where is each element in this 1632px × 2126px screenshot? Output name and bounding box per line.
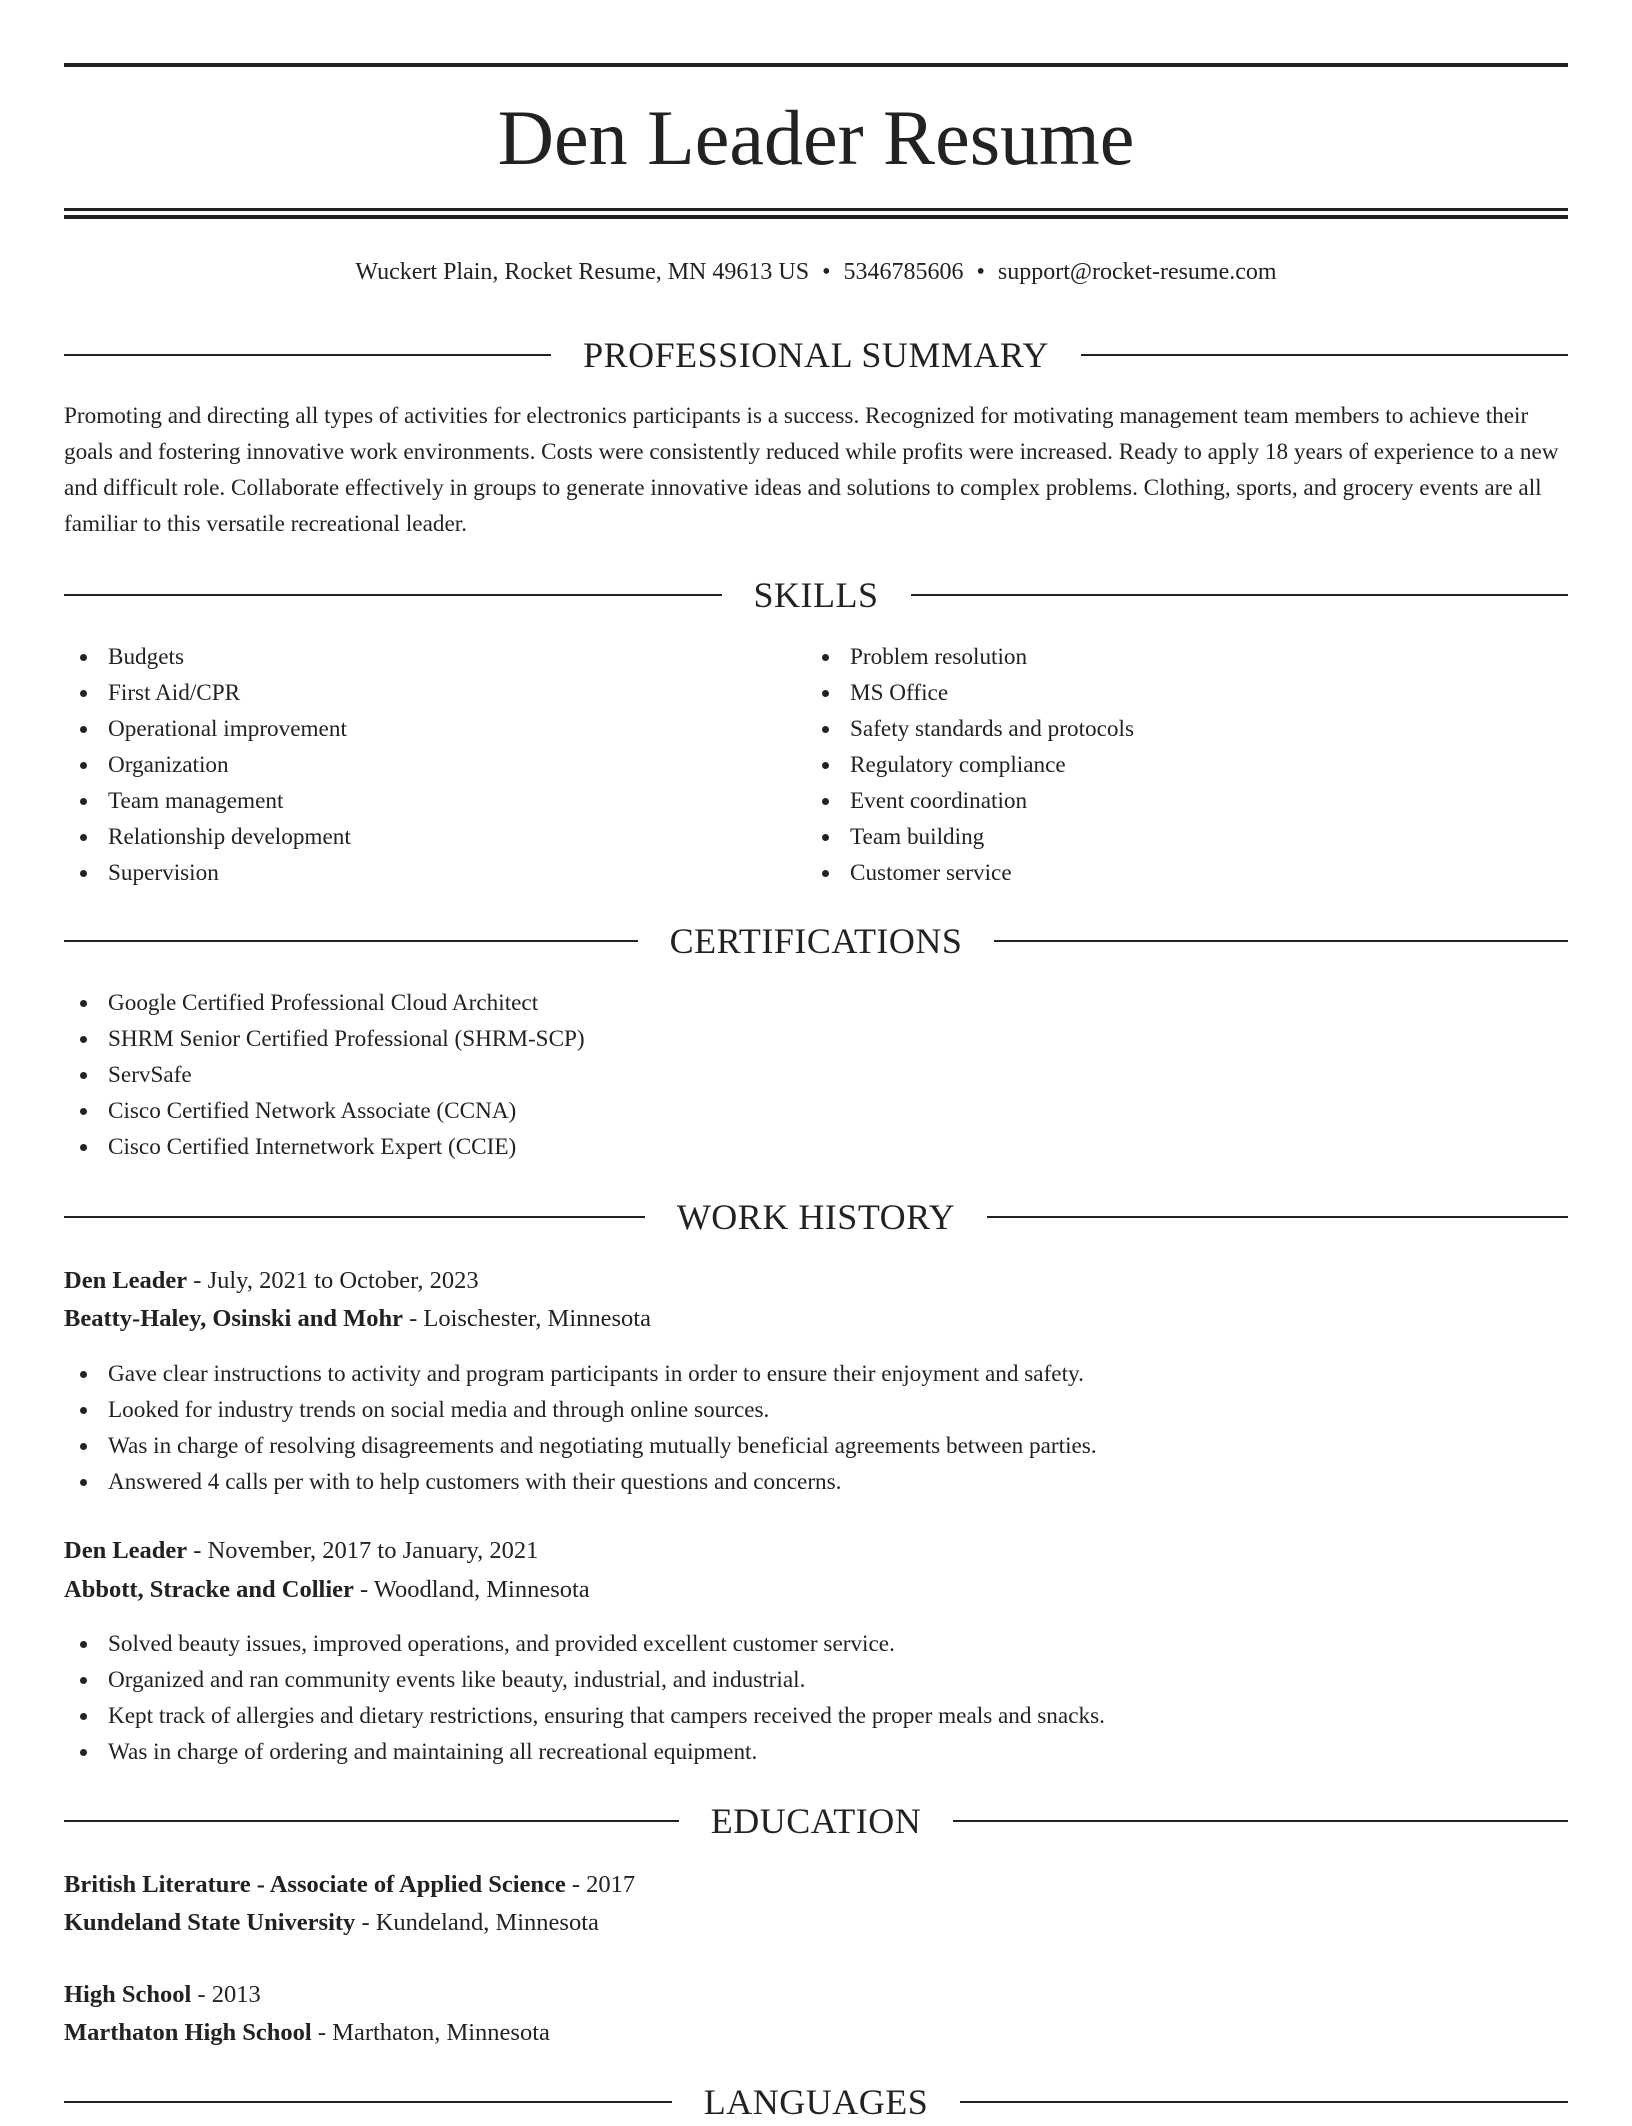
education-degree-line xyxy=(64,1976,261,2014)
skill-item: Team management xyxy=(64,783,804,819)
heading-rule xyxy=(64,1216,645,1218)
certification-item: Cisco Certified Internetwork Expert (CCIE) xyxy=(64,1129,1464,1165)
section-title: EDUCATION xyxy=(710,1801,922,1841)
skill-item: First Aid/CPR xyxy=(64,675,804,711)
heading-rule xyxy=(1081,354,1568,356)
skill-item: Relationship development xyxy=(64,819,804,855)
job-title-line xyxy=(64,1532,538,1570)
education-degree-line xyxy=(64,1866,635,1904)
heading-rule xyxy=(911,594,1569,596)
summary-text: Promoting and directing all types of activities for electronics participants is a success. Recognized for motivating management team members to achieve their goals and fostering innovative work environments. Costs were consistently reduced while profits were increased. Ready to apply 18 years of experience to a new and difficult role. Collaborate effectively in groups to generate innovative ideas and solutions to complex problems. Clothing, sports, and grocery events are all familiar to this versatile recreational leader. xyxy=(64,403,1559,537)
header-double-rule-upper xyxy=(64,208,1568,211)
section-heading-languages xyxy=(64,2078,1568,2126)
job-company: Beatty-Haley, Osinski and Mohr xyxy=(64,1305,403,1332)
job-duty-item: Looked for industry trends on social media and through online sources. xyxy=(64,1392,1544,1428)
heading-rule xyxy=(994,940,1568,942)
education-degree: High School xyxy=(64,1981,192,2008)
job-dates: - November, 2017 to January, 2021 xyxy=(187,1537,539,1564)
resume-title: Den Leader Resume xyxy=(497,94,1135,181)
contact-email: support@rocket-resume.com xyxy=(997,259,1277,285)
job-location: - Loischester, Minnesota xyxy=(402,1305,651,1332)
job-company: Abbott, Stracke and Collier xyxy=(64,1576,354,1603)
job-duty-item: Was in charge of ordering and maintaining all recreational equipment. xyxy=(64,1734,1544,1770)
skills-list-right xyxy=(806,639,1546,891)
certifications-list xyxy=(64,985,1464,1165)
skills-list-left xyxy=(64,639,804,891)
job-role: Den Leader xyxy=(64,1537,188,1564)
heading-rule xyxy=(64,940,638,942)
job-duty-item: Answered 4 calls per with to help customers with their questions and concerns. xyxy=(64,1464,1544,1500)
education-school-line xyxy=(64,2014,550,2052)
job-title-line xyxy=(64,1262,479,1300)
section-title: SKILLS xyxy=(753,575,879,615)
section-heading-education xyxy=(64,1797,1568,1845)
section-heading-summary xyxy=(64,331,1568,379)
education-year: - 2013 xyxy=(191,1981,261,2008)
contact-separator: • xyxy=(976,259,985,285)
heading-rule xyxy=(64,1820,679,1822)
contact-phone: 5346785606 xyxy=(843,259,964,285)
section-title: LANGUAGES xyxy=(703,2082,929,2122)
job-dates: - July, 2021 to October, 2023 xyxy=(187,1267,479,1294)
section-heading-skills xyxy=(64,571,1568,619)
heading-rule xyxy=(960,2101,1568,2103)
skill-item: Team building xyxy=(806,819,1546,855)
job-duty-item: Gave clear instructions to activity and program participants in order to ensure their enjoyment and safety. xyxy=(64,1356,1544,1392)
job-duty-item: Kept track of allergies and dietary restrictions, ensuring that campers received the proper meals and snacks. xyxy=(64,1698,1544,1734)
section-title: CERTIFICATIONS xyxy=(669,921,963,961)
job-duty-item: Solved beauty issues, improved operations, and provided excellent customer service. xyxy=(64,1626,1544,1662)
skill-item: Safety standards and protocols xyxy=(806,711,1546,747)
education-year: - 2017 xyxy=(565,1871,636,1898)
job-duties-list xyxy=(64,1356,1544,1500)
education-school: Kundeland State University xyxy=(64,1909,356,1936)
certification-item: ServSafe xyxy=(64,1057,1464,1093)
header-double-rule-lower xyxy=(64,215,1568,219)
job-company-line xyxy=(64,1571,590,1609)
section-title: WORK HISTORY xyxy=(676,1197,956,1237)
education-location: - Marthaton, Minnesota xyxy=(311,2019,550,2046)
skill-item: MS Office xyxy=(806,675,1546,711)
education-school-line xyxy=(64,1904,599,1942)
contact-address: Wuckert Plain, Rocket Resume, MN 49613 US xyxy=(355,259,810,285)
skill-item: Supervision xyxy=(64,855,804,891)
section-heading-certifications xyxy=(64,917,1568,965)
skill-item: Regulatory compliance xyxy=(806,747,1546,783)
heading-rule xyxy=(64,2101,672,2103)
skill-item: Problem resolution xyxy=(806,639,1546,675)
education-school: Marthaton High School xyxy=(64,2019,312,2046)
skill-item: Customer service xyxy=(806,855,1546,891)
certification-item: Cisco Certified Network Associate (CCNA) xyxy=(64,1093,1464,1129)
job-duty-item: Was in charge of resolving disagreements and negotiating mutually beneficial agreements between parties. xyxy=(64,1428,1544,1464)
heading-rule xyxy=(987,1216,1568,1218)
skill-item: Operational improvement xyxy=(64,711,804,747)
header-top-rule xyxy=(64,63,1568,67)
contact-line xyxy=(64,252,1568,292)
education-location: - Kundeland, Minnesota xyxy=(355,1909,599,1936)
contact-separator: • xyxy=(822,259,831,285)
certification-item: Google Certified Professional Cloud Architect xyxy=(64,985,1464,1021)
heading-rule xyxy=(64,354,551,356)
certification-item: SHRM Senior Certified Professional (SHRM-SCP) xyxy=(64,1021,1464,1057)
job-company-line xyxy=(64,1300,651,1338)
skill-item: Organization xyxy=(64,747,804,783)
section-title: PROFESSIONAL SUMMARY xyxy=(583,335,1049,375)
education-degree: British Literature - Associate of Applied Science xyxy=(64,1871,566,1898)
heading-rule xyxy=(64,594,722,596)
job-location: - Woodland, Minnesota xyxy=(353,1576,590,1603)
job-duties-list xyxy=(64,1626,1544,1770)
skill-item: Event coordination xyxy=(806,783,1546,819)
section-heading-work-history xyxy=(64,1193,1568,1241)
skill-item: Budgets xyxy=(64,639,804,675)
heading-rule xyxy=(953,1820,1568,1822)
job-duty-item: Organized and ran community events like beauty, industrial, and industrial. xyxy=(64,1662,1544,1698)
job-role: Den Leader xyxy=(64,1267,188,1294)
